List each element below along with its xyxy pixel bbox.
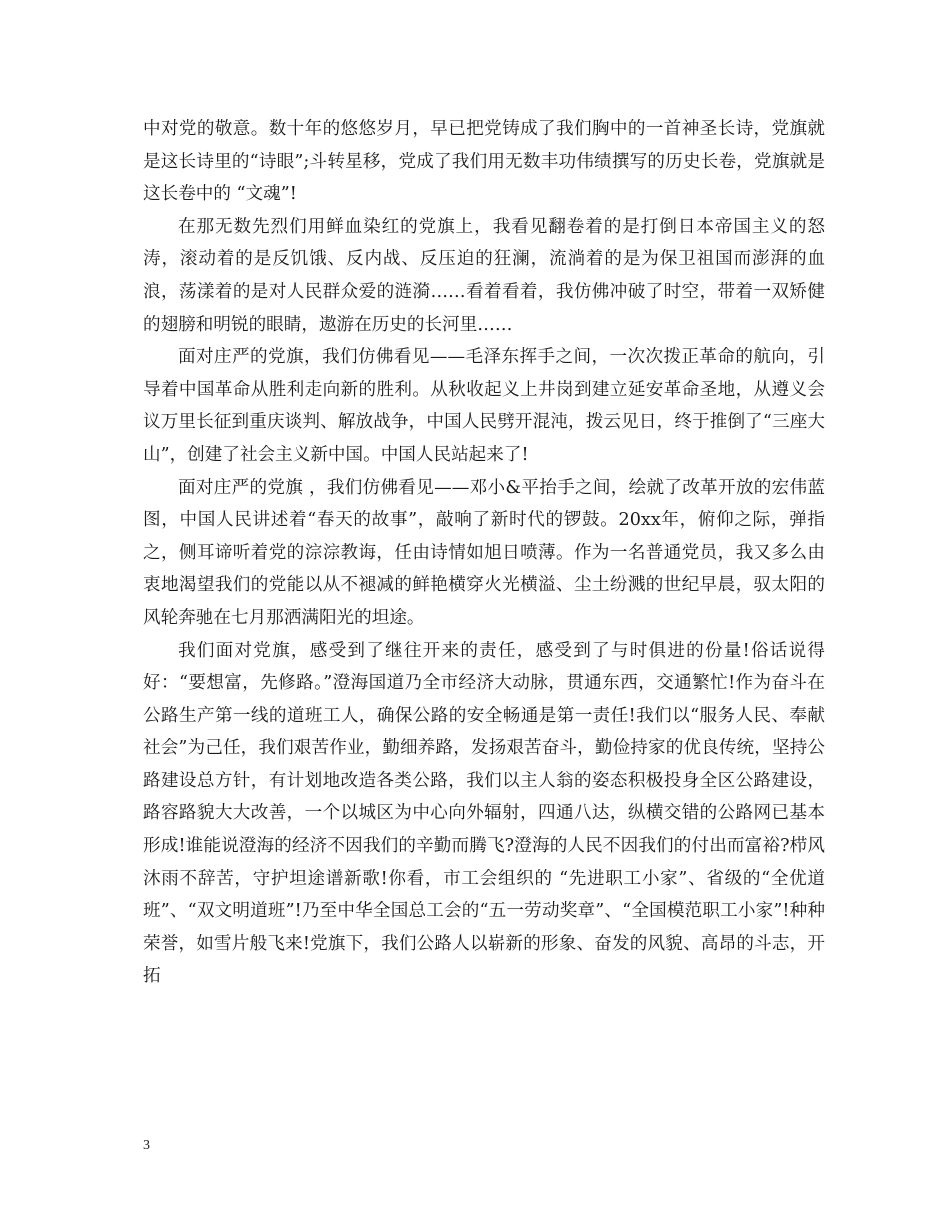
paragraph-continuation: 中对党的敬意。数十年的悠悠岁月，早已把党铸成了我们胸中的一首神圣长诗，党旗就是这长诗里的“诗眼”;斗转星移，党成了我们用无数丰功伟绩撰写的历史长卷，党旗就是这长卷中的 “文魂”!: [143, 119, 825, 205]
paragraph: 面对庄严的党旗，我们仿佛看见——毛泽东挥手之间，一次次拨正革命的航向，引导着中国革命从胜利走向新的胜利。从秋收起义上井岗到建立延安革命圣地，从遵义会议万里长征到重庆谈判、解放战争，中国人民劈开混沌，拨云见日，终于推倒了“三座大山”，创建了社会主义新中国。中国人民站起来了!: [143, 347, 825, 465]
body-text: [143, 113, 825, 993]
paragraph: 我们面对党旗，感受到了继往开来的责任，感受到了与时俱进的份量!俗话说得好：“要想富，先修路。”澄海国道乃全市经济大动脉，贯通东西，交通繁忙!作为奋斗在公路生产第一线的道班工人，确保公路的安全畅通是第一责任!我们以“服务人民、奉献社会”为己任，我们艰苦作业，勤细养路，发扬艰苦奋斗，勤俭持家的优良传统，坚持公路建设总方针，有计划地改造各类公路，我们以主人翁的姿态积极投身全区公路建设，路容路貌大大改善，一个以城区为中心向外辐射，四通八达，纵横交错的公路网已基本形成!谁能说澄海的经济不因我们的辛勤而腾飞?澄海的人民不因我们的付出而富裕?栉风沐雨不辞苦，守护坦途谱新歌!你看，市工会组织的 “先进职工小家”、省级的“全优道班”、“双文明道班”!乃至中华全国总工会的“五一劳动奖章”、“全国模范职工小家”!种种荣誉，如雪片般飞来!党旗下，我们公路人以崭新的形象、奋发的风貌、高昂的斗志，开拓: [143, 640, 825, 987]
paragraph: 在那无数先烈们用鲜血染红的党旗上，我看见翻卷着的是打倒日本帝国主义的怒涛，滚动着的是反饥饿、反内战、反压迫的狂澜，流淌着的是为保卫祖国而澎湃的血浪，荡漾着的是对人民群众爱的涟漪……看着看着，我仿佛冲破了时空，带着一双矫健的翅膀和明锐的眼睛，遨游在历史的长河里……: [143, 216, 825, 335]
page-number: 3: [143, 1138, 150, 1153]
paragraph: 面对庄严的党旗 ，我们仿佛看见——邓小&平抬手之间，绘就了改革开放的宏伟蓝图，中国人民讲述着“春天的故事”，敲响了新时代的锣鼓。20xx年，俯仰之际，弹指之，侧耳谛听着党的淙淙教诲，任由诗情如旭日喷薄。作为一名普通党员，我又多么由衷地渴望我们的党能以从不褪减的鲜艳横穿火光横溢、尘土纷溅的世纪早晨，驭太阳的风轮奔驰在七月那洒满阳光的坦途。: [143, 477, 825, 628]
